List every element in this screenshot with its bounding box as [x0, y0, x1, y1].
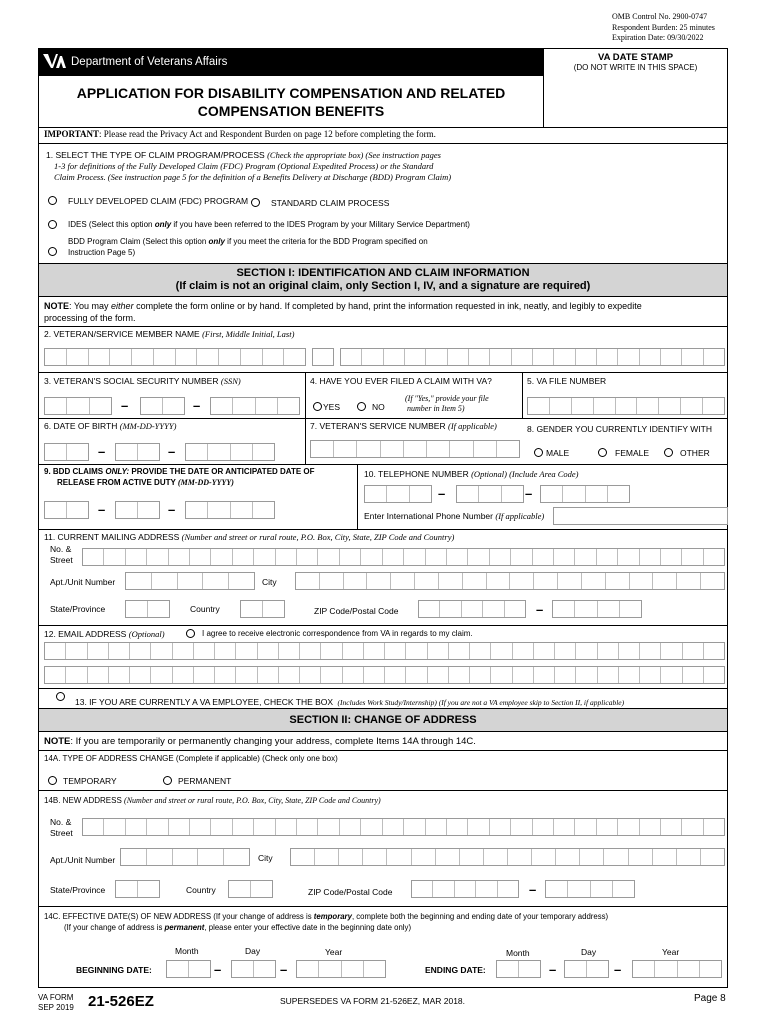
middle-initial-input[interactable] [312, 348, 334, 366]
q11-street-label-1: No. & [50, 544, 72, 554]
new-state-input[interactable] [115, 880, 160, 898]
gender-female-radio[interactable] [598, 448, 607, 457]
q11-state-label: State/Province [50, 604, 106, 614]
section2-note-label: NOTE [44, 736, 71, 747]
q6-label-text: 6. DATE OF BIRTH [44, 421, 118, 431]
filed-yes-radio[interactable] [313, 402, 322, 411]
stamp-subtitle: (DO NOT WRITE IN THIS SPACE) [573, 63, 698, 72]
temporary-radio[interactable] [48, 776, 57, 785]
q14b-zip-label: ZIP Code/Postal Code [308, 887, 393, 897]
q11-label [44, 532, 454, 542]
permanent-label: PERMANENT [178, 776, 232, 786]
q12-label-text: 12. EMAIL ADDRESS [44, 629, 127, 639]
q14c-label-c: (If your change of address is [64, 923, 165, 932]
ssn-dash-1: – [121, 398, 129, 413]
gender-female-label: FEMALE [615, 448, 650, 458]
release-dash-2: – [168, 502, 176, 517]
q3-label [44, 376, 241, 386]
filed-no-label: NO [372, 402, 385, 412]
begin-year-label: Year [325, 947, 343, 957]
new-zip-input[interactable] [411, 880, 519, 898]
form-title [39, 84, 543, 120]
new-country-input[interactable] [228, 880, 273, 898]
phone-area-input[interactable] [364, 485, 432, 503]
end-year-label: Year [662, 947, 680, 957]
ides-label-a: IDES (Select this option [68, 220, 155, 229]
q14c-permanent: permanent [164, 923, 205, 932]
dob-day-input[interactable] [115, 443, 160, 461]
q14b-label [44, 796, 381, 805]
q13-label-hint: (Includes Work Study/Internship) (If you are not a VA employee skip to Section II, if applicable) [337, 698, 625, 707]
omb-expiration: Expiration Date: 09/30/2022 [612, 33, 704, 42]
service-number-input[interactable] [310, 440, 520, 458]
gender-male-radio[interactable] [534, 448, 543, 457]
omb-control: OMB Control No. 2900-0747 [612, 12, 708, 21]
standard-radio[interactable] [251, 198, 260, 207]
q11-zip-label: ZIP Code/Postal Code [314, 606, 399, 616]
release-dash-1: – [98, 502, 106, 517]
q9-label-only: ONLY: [105, 467, 130, 476]
end-year-input[interactable] [632, 960, 722, 978]
ides-radio[interactable] [48, 220, 57, 229]
new-street-input[interactable] [82, 818, 725, 836]
street-input[interactable] [82, 548, 725, 566]
q14b-label-hint: (Number and street or rural route, P.O. Box, City, State, ZIP Code and Country) [124, 796, 381, 805]
q9-label-hint: (MM-DD-YYYY) [177, 477, 234, 487]
q10-label-hint: (Optional) (Include Area Code) [471, 469, 579, 479]
q12-label-hint: (Optional) [128, 629, 165, 639]
fdc-label: FULLY DEVELOPED CLAIM (FDC) PROGRAM [68, 196, 249, 206]
q10-label [364, 469, 579, 479]
phone-dash-1: – [438, 486, 446, 501]
dob-dash-2: – [168, 444, 176, 459]
q14c-label-d: , please enter your effective date in the beginning date only) [204, 923, 412, 932]
bdd-label-b: if you meet the criteria for the BDD Program specified on [224, 237, 428, 246]
phone-line-input[interactable] [540, 485, 630, 503]
q7-label [310, 421, 497, 431]
phone-prefix-input[interactable] [456, 485, 524, 503]
q4-hint-1: (If "Yes," provide your file [405, 394, 489, 403]
end-day-input[interactable] [564, 960, 609, 978]
footer-supersedes: SUPERSEDES VA FORM 21-526EZ, MAR 2018. [280, 996, 466, 1006]
begin-day-input[interactable] [231, 960, 276, 978]
ssn-dash-2: – [193, 398, 201, 413]
temporary-label: TEMPORARY [63, 776, 117, 786]
section1-note-label: NOTE [44, 301, 70, 311]
bdd-radio[interactable] [48, 247, 57, 256]
q3-label-hint: (SSN) [220, 376, 241, 386]
q11-street-label [50, 544, 73, 566]
bdd-label-only: only [208, 237, 225, 246]
q2-label-text: 2. VETERAN/SERVICE MEMBER NAME [44, 329, 200, 339]
country-input[interactable] [240, 600, 285, 618]
important-text: : Please read the Privacy Act and Respondent Burden on page 12 before completing the form. [99, 129, 436, 139]
q2-label [44, 329, 294, 339]
form-title-line1: APPLICATION FOR DISABILITY COMPENSATION AND RELATED [76, 85, 506, 101]
begin-month-input[interactable] [166, 960, 211, 978]
gender-other-radio[interactable] [664, 448, 673, 457]
q1-instructions-3: Claim Process. (See instruction page 5 for the definition of a Benefits Delivery at Discharge (BDD) Program Claim) [54, 172, 452, 182]
intl-phone-input[interactable] [553, 507, 728, 525]
email-consent-label: I agree to receive electronic correspondence from VA in regards to my claim. [202, 629, 473, 638]
q9-label-b: PROVIDE THE DATE OR ANTICIPATED DATE OF [129, 467, 315, 476]
q14b-apt-label: Apt./Unit Number [50, 855, 116, 865]
section2-note [44, 736, 476, 747]
section1-note-c: processing of the form. [44, 313, 136, 323]
apt-input[interactable] [125, 572, 255, 590]
ssn-part3-input[interactable] [210, 397, 300, 415]
phone-dash-2: – [525, 486, 533, 501]
email-consent-radio[interactable] [186, 629, 195, 638]
important-label: IMPORTANT [44, 129, 100, 139]
end-dash-2: – [614, 962, 622, 977]
ides-label-only: only [154, 220, 172, 229]
footer-form-info [38, 993, 74, 1013]
section1-note [44, 300, 724, 324]
va-employee-radio[interactable] [56, 692, 65, 701]
q9-label [44, 467, 315, 488]
important-line [44, 129, 436, 139]
omb-burden: Respondent Burden: 25 minutes [612, 22, 715, 32]
end-month-input[interactable] [496, 960, 541, 978]
q14b-street-label [50, 817, 73, 839]
bdd-label-a: BDD Program Claim (Select this option [68, 237, 209, 246]
va-file-number-input[interactable] [527, 397, 725, 415]
q14c-label-a: 14C. EFFECTIVE DATE(S) OF NEW ADDRESS (If your change of address is [44, 912, 314, 921]
form-title-line2: COMPENSATION BENEFITS [197, 103, 385, 119]
q1-instructions-2: 1-3 for definitions of the Fully Developed Claim (FDC) Program (Optional Expedited Process) or the Standard [54, 161, 434, 171]
omb-block [612, 12, 715, 44]
permanent-radio[interactable] [163, 776, 172, 785]
release-day-input[interactable] [115, 501, 160, 519]
footer-page: Page 8 [694, 993, 726, 1004]
q10-intl-label [364, 511, 544, 521]
q13-label-text: 13. IF YOU ARE CURRENTLY A VA EMPLOYEE, CHECK THE BOX [75, 697, 334, 707]
state-input[interactable] [125, 600, 170, 618]
filed-no-radio[interactable] [357, 402, 366, 411]
q8-label: 8. GENDER YOU CURRENTLY IDENTIFY WITH [527, 424, 712, 434]
q9-label-a: 9. BDD CLAIMS [44, 467, 106, 476]
dob-dash-1: – [98, 444, 106, 459]
section2-header [39, 708, 727, 732]
q6-label-hint: (MM-DD-YYYY) [119, 421, 177, 431]
q11-country-label: Country [190, 604, 220, 614]
q14b-country-label: Country [186, 885, 216, 895]
section1-note-a: : You may [69, 301, 112, 311]
q2-label-hint: (First, Middle Initial, Last) [202, 329, 295, 339]
q10-intl-hint: (If applicable) [495, 511, 545, 521]
zip-input[interactable] [418, 600, 526, 618]
section1-note-b: complete the form online or by hand. If completed by hand, print the information requested in ink, neatly, and legibly to expedite [133, 301, 642, 311]
first-name-input[interactable] [44, 348, 306, 366]
q14b-street-label-2: Street [50, 828, 73, 838]
q4-label: 4. HAVE YOU EVER FILED A CLAIM WITH VA? [310, 376, 492, 386]
gender-male-label: MALE [546, 448, 570, 458]
section2-title: SECTION II: CHANGE OF ADDRESS [289, 714, 477, 726]
q1-label: 1. SELECT THE TYPE OF CLAIM PROGRAM/PROCESS [46, 150, 265, 160]
city-input[interactable] [295, 572, 725, 590]
q10-label-text: 10. TELEPHONE NUMBER [364, 469, 469, 479]
q14b-city-label: City [258, 853, 273, 863]
begin-day-label: Day [245, 946, 261, 956]
release-month-input[interactable] [44, 501, 89, 519]
va-seal-icon [42, 52, 66, 70]
q14b-state-label: State/Province [50, 885, 106, 895]
dob-month-input[interactable] [44, 443, 89, 461]
q12-label [44, 629, 165, 639]
section1-title: SECTION I: IDENTIFICATION AND CLAIM INFORMATION [236, 267, 530, 279]
bdd-label-c: Instruction Page 5) [68, 247, 136, 257]
q14c-label-b: , complete both the beginning and ending date of your temporary address) [351, 912, 609, 921]
end-dash-1: – [549, 962, 557, 977]
ending-date-label: ENDING DATE: [425, 965, 486, 975]
q1-block [46, 150, 451, 183]
q7-label-text: 7. VETERAN'S SERVICE NUMBER [310, 421, 446, 431]
ides-label-b: if you have been referred to the IDES Program by your Military Service Department) [171, 220, 470, 229]
begin-dash-2: – [280, 962, 288, 977]
q5-label: 5. VA FILE NUMBER [527, 376, 607, 386]
begin-year-input[interactable] [296, 960, 386, 978]
new-zip-ext-input[interactable] [545, 880, 635, 898]
email-line2-input[interactable] [44, 666, 725, 684]
q14b-label-text: 14B. NEW ADDRESS [44, 796, 122, 805]
footer-va-form: VA FORM [38, 993, 74, 1002]
q11-street-label-2: Street [50, 555, 73, 565]
section1-subtitle: (If claim is not an original claim, only Section I, IV, and a signature are required) [175, 280, 591, 292]
section1-header [39, 263, 727, 297]
new-city-input[interactable] [290, 848, 725, 866]
ides-label [68, 220, 470, 229]
q14b-street-label-1: No. & [50, 817, 72, 827]
q4-hint [405, 394, 489, 414]
ssn-part1-input[interactable] [44, 397, 112, 415]
end-day-label: Day [581, 947, 597, 957]
q11-apt-label: Apt./Unit Number [50, 577, 116, 587]
q4-hint-2: number in Item 5) [407, 404, 465, 413]
begin-dash-1: – [214, 962, 222, 977]
new-zip-dash: – [529, 882, 537, 897]
q3-label-text: 3. VETERAN'S SOCIAL SECURITY NUMBER [44, 376, 219, 386]
filed-yes-label: YES [323, 402, 341, 412]
section1-note-either: either [111, 301, 134, 311]
q9-label-c: RELEASE FROM ACTIVE DUTY [57, 477, 176, 487]
zip-dash: – [536, 602, 544, 617]
zip-ext-input[interactable] [552, 600, 642, 618]
fdc-radio[interactable] [48, 196, 57, 205]
q14c-label [44, 911, 608, 933]
standard-label: STANDARD CLAIM PROCESS [271, 198, 390, 208]
begin-month-label: Month [175, 946, 199, 956]
q14a-label: 14A. TYPE OF ADDRESS CHANGE (Complete if applicable) (Check only one box) [44, 754, 338, 763]
footer-form-number: 21-526EZ [88, 993, 154, 1010]
gender-other-label: OTHER [680, 448, 710, 458]
release-year-input[interactable] [185, 501, 275, 519]
stamp-title: VA DATE STAMP [597, 52, 674, 63]
q14c-temporary: temporary [313, 912, 352, 921]
beginning-date-label: BEGINNING DATE: [76, 965, 152, 975]
q1-instructions: (Check the appropriate box) (See instruction pages [267, 150, 441, 160]
agency-name: Department of Veterans Affairs [71, 56, 228, 68]
end-month-label: Month [506, 948, 530, 958]
section2-note-text: : If you are temporarily or permanently changing your address, complete Items 14A through 14C. [70, 736, 476, 747]
last-name-input[interactable] [340, 348, 725, 366]
q11-city-label: City [262, 577, 277, 587]
ssn-part2-input[interactable] [140, 397, 185, 415]
bdd-label [68, 237, 428, 258]
q10-intl-text: Enter International Phone Number [364, 511, 493, 521]
footer-date: SEP 2019 [38, 1003, 74, 1012]
agency-bar [39, 49, 543, 76]
q11-label-text: 11. CURRENT MAILING ADDRESS [44, 532, 180, 542]
q7-label-hint: (If applicable) [448, 421, 497, 431]
q6-label [44, 421, 176, 431]
email-line1-input[interactable] [44, 642, 725, 660]
dob-year-input[interactable] [185, 443, 275, 461]
new-apt-input[interactable] [120, 848, 250, 866]
q11-label-hint: (Number and street or rural route, P.O. Box, City, State, ZIP Code and Country) [181, 532, 455, 542]
